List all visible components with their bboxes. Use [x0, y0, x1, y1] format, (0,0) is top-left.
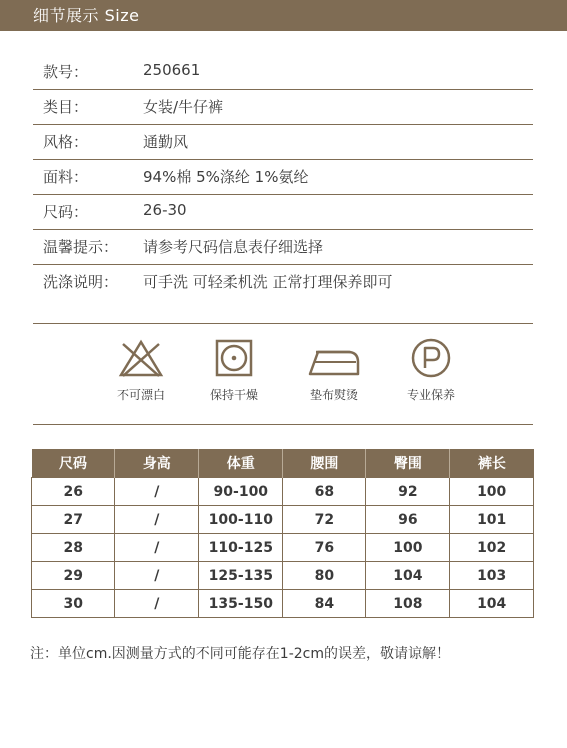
info-label: 类目：	[43, 98, 89, 116]
info-row-size	[33, 195, 533, 230]
column-header: 腰围	[283, 449, 366, 478]
table-row	[32, 534, 534, 562]
table-cell: 110-125	[199, 534, 283, 562]
table-cell: 80	[283, 562, 366, 590]
info-row-style	[33, 125, 533, 160]
care-label: 专业保养	[406, 388, 455, 402]
table-cell: 135-150	[199, 590, 283, 618]
size-table	[31, 449, 534, 618]
table-cell: /	[115, 590, 199, 618]
table-cell: 72	[283, 506, 366, 534]
table-header-row	[32, 449, 534, 478]
care-item-dry	[189, 338, 279, 403]
product-info	[33, 55, 533, 299]
table-cell: 102	[450, 534, 534, 562]
info-value: 26-30	[143, 201, 187, 219]
info-value: 女装/牛仔裤	[143, 98, 224, 116]
info-row-style-number	[33, 55, 533, 90]
section-header	[0, 0, 567, 31]
column-header: 尺码	[32, 449, 115, 478]
info-label: 款号：	[43, 63, 89, 81]
table-cell: 84	[283, 590, 366, 618]
table-cell: 104	[450, 590, 534, 618]
info-row-tip	[33, 230, 533, 265]
table-cell: 108	[366, 590, 450, 618]
table-cell: 125-135	[199, 562, 283, 590]
table-cell: 100	[450, 478, 534, 506]
info-value: 250661	[143, 61, 201, 79]
table-row	[32, 478, 534, 506]
table-cell: 68	[283, 478, 366, 506]
measurement-note: 注：单位cm.因测量方式的不同可能存在1-2cm的误差，敬请谅解！	[30, 646, 450, 662]
table-cell: /	[115, 534, 199, 562]
info-row-category	[33, 90, 533, 125]
table-cell: 103	[450, 562, 534, 590]
table-cell: 100	[366, 534, 450, 562]
table-cell: 92	[366, 478, 450, 506]
info-label: 温馨提示：	[43, 238, 119, 256]
info-row-fabric	[33, 160, 533, 195]
table-cell: 27	[32, 506, 115, 534]
table-cell: /	[115, 506, 199, 534]
info-value: 请参考尺码信息表仔细选择	[143, 238, 324, 256]
table-cell: /	[115, 478, 199, 506]
divider	[33, 424, 533, 425]
care-label: 保持干燥	[209, 388, 258, 402]
tumble-dry-icon	[214, 338, 254, 378]
column-header: 体重	[199, 449, 283, 478]
info-label: 尺码：	[43, 203, 89, 221]
care-item-professional	[386, 338, 476, 403]
table-cell: /	[115, 562, 199, 590]
table-cell: 29	[32, 562, 115, 590]
table-cell: 104	[366, 562, 450, 590]
care-label: 垫布熨烫	[309, 388, 358, 402]
section-title: 细节展示 Size	[33, 6, 140, 25]
table-cell: 101	[450, 506, 534, 534]
table-cell: 100-110	[199, 506, 283, 534]
iron-icon	[306, 338, 362, 378]
table-cell: 96	[366, 506, 450, 534]
care-icons	[0, 338, 567, 418]
column-header: 身高	[115, 449, 199, 478]
professional-clean-icon	[409, 338, 453, 378]
care-label: 不可漂白	[116, 388, 165, 402]
table-cell: 30	[32, 590, 115, 618]
table-cell: 28	[32, 534, 115, 562]
table-cell: 76	[283, 534, 366, 562]
table-row	[32, 590, 534, 618]
table-cell: 26	[32, 478, 115, 506]
info-label: 面料：	[43, 168, 89, 186]
divider	[33, 323, 533, 324]
table-row	[32, 562, 534, 590]
no-bleach-icon	[118, 338, 164, 378]
info-label: 洗涤说明：	[43, 273, 119, 291]
info-label: 风格：	[43, 133, 89, 151]
care-item-iron	[289, 338, 379, 403]
info-value: 94%棉 5%涤纶 1%氨纶	[143, 168, 309, 186]
table-row	[32, 506, 534, 534]
table-cell: 90-100	[199, 478, 283, 506]
column-header: 裤长	[450, 449, 534, 478]
care-item-no-bleach	[96, 338, 186, 403]
info-value: 可手洗 可轻柔机洗 正常打理保养即可	[143, 273, 393, 291]
info-value: 通勤风	[143, 133, 189, 151]
info-row-washing	[33, 265, 533, 299]
column-header: 臀围	[366, 449, 450, 478]
